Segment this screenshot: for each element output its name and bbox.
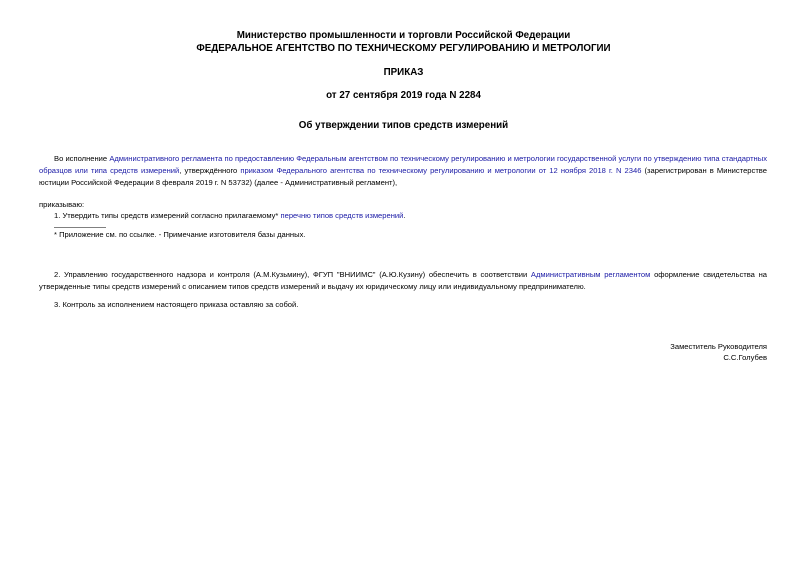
signatory-position: Заместитель Руководителя bbox=[670, 342, 767, 351]
document-subject: Об утверждении типов средств измерений bbox=[298, 120, 509, 131]
footnote-divider bbox=[54, 227, 106, 228]
agency-title: ФЕДЕРАЛЬНОЕ АГЕНТСТВО ПО ТЕХНИЧЕСКОМУ РЕГУЛИРОВАНИЮ И МЕТРОЛОГИИ bbox=[196, 43, 611, 54]
preamble-suffix: (зарегистрирован в Министерстве юстиции Российской Федерации 8 февраля 2019 г. N 53732) (далее - Административный регламент), bbox=[39, 165, 767, 187]
document-date-number: от 27 сентября 2019 года N 2284 bbox=[326, 90, 481, 101]
admin-regulation-link-2[interactable]: Административным регламентом bbox=[530, 270, 651, 279]
footnote-text: * Приложение см. по ссылке. - Примечание изготовителя базы данных. bbox=[54, 230, 306, 239]
paragraph-item-3: 3. Контроль за исполнением настоящего приказа оставляю за собой. bbox=[54, 300, 299, 309]
order-word: приказываю: bbox=[39, 200, 85, 209]
admin-regulation-link[interactable]: Административного регламента по предоставлению Федеральным агентством по техническому регулированию и метрологии государственной услуги по утверждению типа стандартных образцов или типа средств измерений bbox=[39, 154, 767, 175]
paragraph-item-1 bbox=[54, 210, 754, 222]
measurement-types-list-link[interactable]: перечню типов средств измерений bbox=[280, 211, 404, 220]
paragraph-item-2 bbox=[39, 269, 767, 293]
signatory-name: С.С.Голубев bbox=[723, 353, 767, 362]
item-2-suffix: оформление свидетельства на утвержденные типы средств измерений с описанием типов средств измерений и выдачу их юридическому лицу или индивидуальному предпринимателю. bbox=[39, 270, 767, 291]
preamble-prefix: Во исполнение bbox=[54, 154, 110, 163]
item-1-suffix: . bbox=[403, 211, 406, 220]
document-type: ПРИКАЗ bbox=[383, 67, 424, 78]
preamble-mid: , утверждённого bbox=[179, 165, 241, 175]
paragraph-preamble bbox=[39, 153, 767, 188]
item-2-prefix: 2. Управлению государственного надзора и контроля (А.М.Кузьмину), ФГУП "ВНИИМС" (А.Ю.Кузину) обеспечить в соответствии bbox=[54, 270, 531, 279]
ministry-title: Министерство промышленности и торговли Российской Федерации bbox=[236, 30, 571, 41]
item-1-prefix: 1. Утвердить типы средств измерений согласно прилагаемому* bbox=[54, 211, 281, 220]
order-2346-link[interactable]: приказом Федерального агентства по техническому регулированию и метрологии от 12 ноября 2018 г. N 2346 bbox=[240, 165, 642, 175]
